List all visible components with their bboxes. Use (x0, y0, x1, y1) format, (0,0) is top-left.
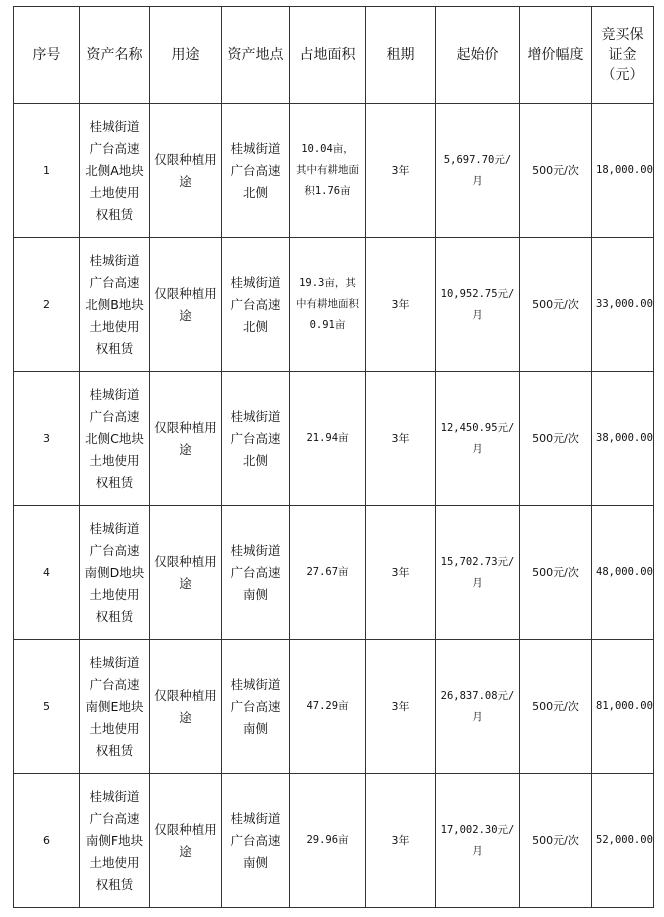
cell-location: 桂城街道广台高速南侧 (222, 640, 290, 774)
cell-term: 3年 (366, 372, 436, 506)
header-no: 序号 (14, 7, 80, 104)
header-term: 租期 (366, 7, 436, 104)
cell-use: 仅限种植用途 (150, 506, 222, 640)
cell-term: 3年 (366, 640, 436, 774)
cell-term: 3年 (366, 238, 436, 372)
cell-area: 29.96亩 (290, 774, 366, 908)
cell-no: 6 (14, 774, 80, 908)
cell-name: 桂城街道广台高速南侧D地块土地使用权租赁 (80, 506, 150, 640)
cell-no: 5 (14, 640, 80, 774)
cell-use: 仅限种植用途 (150, 238, 222, 372)
cell-area: 47.29亩 (290, 640, 366, 774)
cell-no: 4 (14, 506, 80, 640)
cell-use: 仅限种植用途 (150, 372, 222, 506)
cell-name: 桂城街道广台高速北侧C地块土地使用权租赁 (80, 372, 150, 506)
cell-deposit: 38,000.00 (592, 372, 654, 506)
cell-location: 桂城街道广台高速北侧 (222, 372, 290, 506)
table-row (14, 104, 654, 238)
table-row (14, 372, 654, 506)
cell-deposit: 81,000.00 (592, 640, 654, 774)
cell-start-price: 12,450.95元/月 (436, 372, 520, 506)
cell-increment: 500元/次 (520, 506, 592, 640)
cell-use: 仅限种植用途 (150, 104, 222, 238)
cell-start-price: 17,002.30元/月 (436, 774, 520, 908)
header-use: 用途 (150, 7, 222, 104)
cell-start-price: 26,837.08元/月 (436, 640, 520, 774)
cell-area: 27.67亩 (290, 506, 366, 640)
table-row (14, 238, 654, 372)
cell-start-price: 15,702.73元/月 (436, 506, 520, 640)
cell-start-price: 5,697.70元/月 (436, 104, 520, 238)
cell-location: 桂城街道广台高速南侧 (222, 774, 290, 908)
cell-name: 桂城街道广台高速南侧F地块土地使用权租赁 (80, 774, 150, 908)
header-increment: 增价幅度 (520, 7, 592, 104)
cell-increment: 500元/次 (520, 238, 592, 372)
cell-area: 21.94亩 (290, 372, 366, 506)
cell-term: 3年 (366, 506, 436, 640)
cell-term: 3年 (366, 774, 436, 908)
cell-deposit: 52,000.00 (592, 774, 654, 908)
header-name: 资产名称 (80, 7, 150, 104)
cell-no: 1 (14, 104, 80, 238)
cell-start-price: 10,952.75元/月 (436, 238, 520, 372)
cell-no: 3 (14, 372, 80, 506)
header-deposit: 竞买保证金（元） (592, 7, 654, 104)
cell-location: 桂城街道广台高速北侧 (222, 238, 290, 372)
cell-name: 桂城街道广台高速南侧E地块土地使用权租赁 (80, 640, 150, 774)
table-row (14, 506, 654, 640)
cell-name: 桂城街道广台高速北侧B地块土地使用权租赁 (80, 238, 150, 372)
header-start-price: 起始价 (436, 7, 520, 104)
cell-term: 3年 (366, 104, 436, 238)
table-row (14, 640, 654, 774)
cell-increment: 500元/次 (520, 640, 592, 774)
cell-deposit: 33,000.00 (592, 238, 654, 372)
header-location: 资产地点 (222, 7, 290, 104)
cell-use: 仅限种植用途 (150, 774, 222, 908)
cell-area: 10.04亩，其中有耕地面积1.76亩 (290, 104, 366, 238)
cell-location: 桂城街道广台高速南侧 (222, 506, 290, 640)
cell-increment: 500元/次 (520, 104, 592, 238)
cell-deposit: 48,000.00 (592, 506, 654, 640)
cell-increment: 500元/次 (520, 372, 592, 506)
cell-use: 仅限种植用途 (150, 640, 222, 774)
cell-name: 桂城街道广台高速北侧A地块土地使用权租赁 (80, 104, 150, 238)
cell-no: 2 (14, 238, 80, 372)
header-row (14, 7, 654, 104)
cell-area: 19.3亩，其中有耕地面积0.91亩 (290, 238, 366, 372)
cell-deposit: 18,000.00 (592, 104, 654, 238)
cell-increment: 500元/次 (520, 774, 592, 908)
table-row (14, 774, 654, 908)
cell-location: 桂城街道广台高速北侧 (222, 104, 290, 238)
asset-lease-table (13, 6, 654, 908)
header-area: 占地面积 (290, 7, 366, 104)
